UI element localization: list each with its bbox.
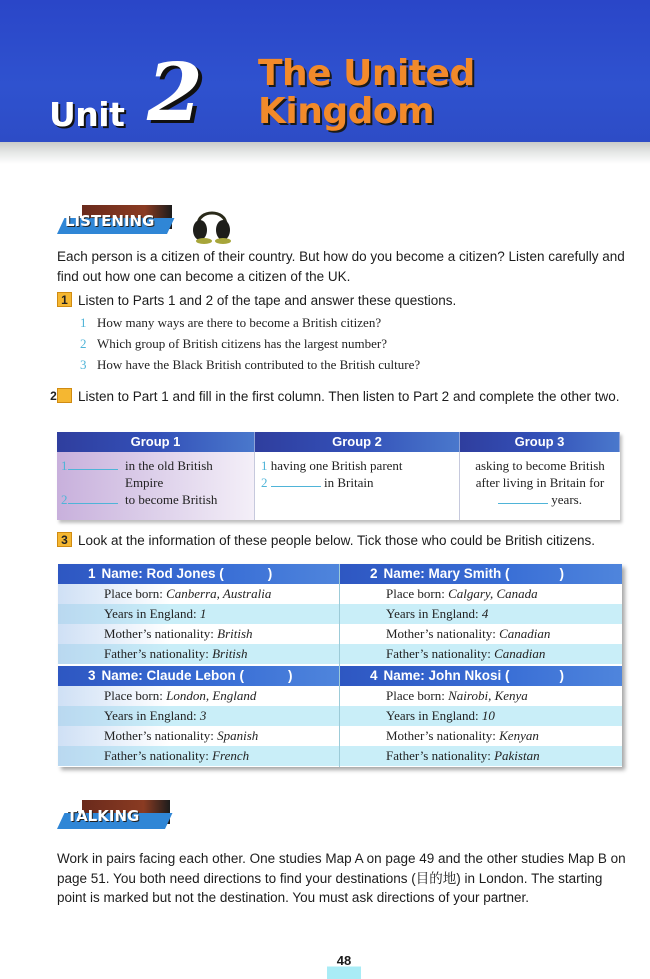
task-3 <box>57 531 627 551</box>
citizenship-groups-table <box>57 432 620 520</box>
talking-label: TALKING <box>67 807 140 825</box>
question-item: 1 How many ways are there to become a British citizen? <box>80 315 382 330</box>
question-item: 3 How have the Black British contributed to the British culture? <box>80 357 421 372</box>
talking-text: Work in pairs facing each other. One studies Map A on page 49 and the other studies Map B on page 51. You both need directions to find your destinations (目的地) in London. The starting point is marked but not the destination. You must ask directions of your partner. <box>57 851 626 905</box>
listening-section-badge <box>57 205 172 235</box>
group-1-header: Group 1 <box>57 432 255 452</box>
question-item: 2 Which group of British citizens has the largest number? <box>80 336 388 351</box>
unit-title-line2: Kingdom <box>258 91 435 132</box>
talking-section-badge <box>57 800 170 830</box>
group-3-cell: asking to become British after living in Britain for years. <box>460 452 620 520</box>
listening-intro: Each person is a citizen of their country. But how do you become a citizen? Listen carefully and find out how one can become a citizen of the UK. <box>57 249 625 284</box>
task-2-instruction: Listen to Part 1 and fill in the first column. Then listen to Part 2 and complete the other two. <box>78 389 620 404</box>
person-name-header: 1 Name: Rod Jones ( ) <box>58 564 339 584</box>
group-1-cell: 1 in the old British Empire 2 to become British <box>57 452 255 520</box>
task-number-badge: 2 <box>57 388 72 403</box>
unit-number: 2 <box>147 45 203 139</box>
task-1-questions <box>80 312 620 375</box>
task-1 <box>57 291 627 311</box>
unit-title <box>258 55 475 131</box>
fill-blank[interactable] <box>271 475 321 487</box>
task-number-badge: 1 <box>57 292 72 307</box>
person-card: 2 Name: Mary Smith ( ) Place born: Calgary, Canada Years in England: 4 Mother’s nationality: Canadian Father’s nationality: Canadian <box>340 564 622 666</box>
unit-title-line1: The United <box>258 53 475 94</box>
task-3-instruction: Look at the information of these people below. Tick those who could be British citizens. <box>78 533 596 548</box>
person-name-header: 3 Name: Claude Lebon ( ) <box>58 666 339 686</box>
fill-blank[interactable] <box>498 492 548 504</box>
group-3-header: Group 3 <box>460 432 620 452</box>
person-card: 4 Name: John Nkosi ( ) Place born: Nairobi, Kenya Years in England: 10 Mother’s nationality: Kenyan Father’s nationality: Pakistan <box>340 666 622 768</box>
person-card: 1 Name: Rod Jones ( ) Place born: Canberra, Australia Years in England: 1 Mother’s nationality: British Father’s nationality: British <box>58 564 340 666</box>
task-2 <box>50 387 627 407</box>
fill-blank[interactable] <box>68 492 118 504</box>
person-name-header: 2 Name: Mary Smith ( ) <box>340 564 622 584</box>
listening-label: LISTENING <box>65 212 155 230</box>
task-1-instruction: Listen to Parts 1 and 2 of the tape and answer these questions. <box>78 293 457 308</box>
unit-label: Unit <box>49 95 125 134</box>
page-number: 48 <box>327 951 361 979</box>
banner-shadow <box>0 142 650 164</box>
group-2-header: Group 2 <box>255 432 460 452</box>
people-info-table <box>58 564 622 767</box>
task-number-badge: 3 <box>57 532 72 547</box>
headphones-icon <box>190 203 234 245</box>
person-card: 3 Name: Claude Lebon ( ) Place born: London, England Years in England: 3 Mother’s nationality: Spanish Father’s nationality: French <box>58 666 340 768</box>
person-name-header: 4 Name: John Nkosi ( ) <box>340 666 622 686</box>
fill-blank[interactable] <box>68 458 118 470</box>
group-2-cell: 1 having one British parent 2 in Britain <box>255 452 460 520</box>
